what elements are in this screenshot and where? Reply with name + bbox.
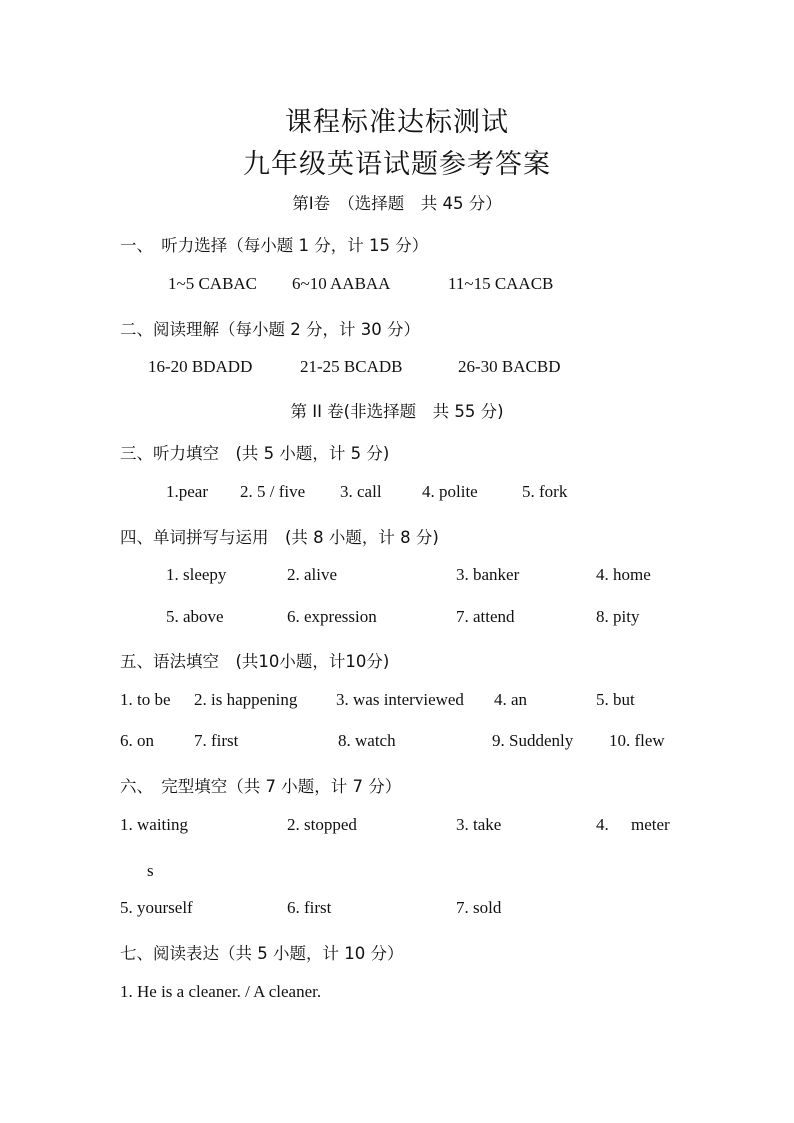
section-3-answer: 5. fork bbox=[522, 482, 568, 501]
section-2-answer: 26-30 BACBD bbox=[458, 357, 561, 376]
section-5-answer: 1. to be bbox=[120, 690, 171, 709]
section-4-answer: 3. banker bbox=[456, 565, 520, 584]
section-6-answer: meter bbox=[631, 815, 670, 834]
section-3-answer: 3. call bbox=[340, 482, 382, 501]
section-6-answer: 7. sold bbox=[456, 898, 502, 917]
section-6-answer: 5. yourself bbox=[120, 898, 193, 917]
section-5-answer: 10. flew bbox=[609, 731, 665, 750]
section-2-answer: 16-20 BDADD bbox=[148, 357, 253, 376]
section-5-answer: 7. first bbox=[194, 731, 239, 750]
section-5-answer: 4. an bbox=[494, 690, 528, 709]
volume-2-heading: 第 II 卷(非选择题 共 55 分) bbox=[290, 402, 504, 421]
section-1-answer: 11~15 CAACB bbox=[448, 274, 554, 293]
section-6-heading: 六、 完型填空（共 7 小题，计 7 分） bbox=[120, 777, 402, 796]
section-2-answer: 21-25 BCADB bbox=[300, 357, 403, 376]
section-5-answer: 8. watch bbox=[338, 731, 396, 750]
section-2-heading: 二、阅读理解（每小题 2 分，计 30 分） bbox=[120, 320, 420, 339]
section-1-answer: 1~5 CABAC bbox=[168, 274, 258, 293]
section-5-answer: 9. Suddenly bbox=[492, 731, 574, 750]
title-line-1: 课程标准达标测试 bbox=[285, 107, 509, 138]
section-5-answer: 2. is happening bbox=[194, 690, 298, 709]
section-6-answer: 3. take bbox=[456, 815, 502, 834]
section-4-answer: 2. alive bbox=[287, 565, 338, 584]
section-3-answer: 1.pear bbox=[166, 482, 209, 501]
section-4-answer: 5. above bbox=[166, 607, 224, 626]
section-3-heading: 三、听力填空 (共 5 小题，计 5 分) bbox=[120, 444, 390, 463]
section-4-answer: 4. home bbox=[596, 565, 651, 584]
section-4-heading: 四、单词拼写与运用 (共 8 小题，计 8 分) bbox=[120, 528, 439, 547]
section-6-answer: 4. bbox=[596, 815, 609, 834]
section-7-heading: 七、阅读表达（共 5 小题，计 10 分） bbox=[120, 944, 404, 963]
section-4-answer: 1. sleepy bbox=[166, 565, 227, 584]
section-5-answer: 5. but bbox=[596, 690, 635, 709]
section-3-answer: 2. 5 / five bbox=[240, 482, 306, 501]
section-3-answer: 4. polite bbox=[422, 482, 478, 501]
section-1-answer: 6~10 AABAA bbox=[292, 274, 391, 293]
section-5-heading: 五、语法填空 (共10小题，计10分) bbox=[120, 652, 390, 671]
section-4-answer: 6. expression bbox=[287, 607, 377, 626]
section-4-answer: 8. pity bbox=[596, 607, 640, 626]
section-6-answer: 2. stopped bbox=[287, 815, 357, 834]
section-4-answer: 7. attend bbox=[456, 607, 515, 626]
section-7-answer: 1. He is a cleaner. / A cleaner. bbox=[120, 982, 322, 1001]
section-6-answer: 6. first bbox=[287, 898, 332, 917]
section-6-answer: 1. waiting bbox=[120, 815, 188, 834]
section-1-heading: 一、 听力选择（每小题 1 分，计 15 分） bbox=[120, 236, 429, 255]
section-5-answer: 6. on bbox=[120, 731, 154, 750]
title-line-2: 九年级英语试题参考答案 bbox=[243, 149, 551, 180]
volume-1-heading: 第Ⅰ卷 （选择题 共 45 分） bbox=[292, 194, 502, 213]
section-5-answer: 3. was interviewed bbox=[336, 690, 464, 709]
section-6-answer-wrap: s bbox=[147, 861, 154, 880]
